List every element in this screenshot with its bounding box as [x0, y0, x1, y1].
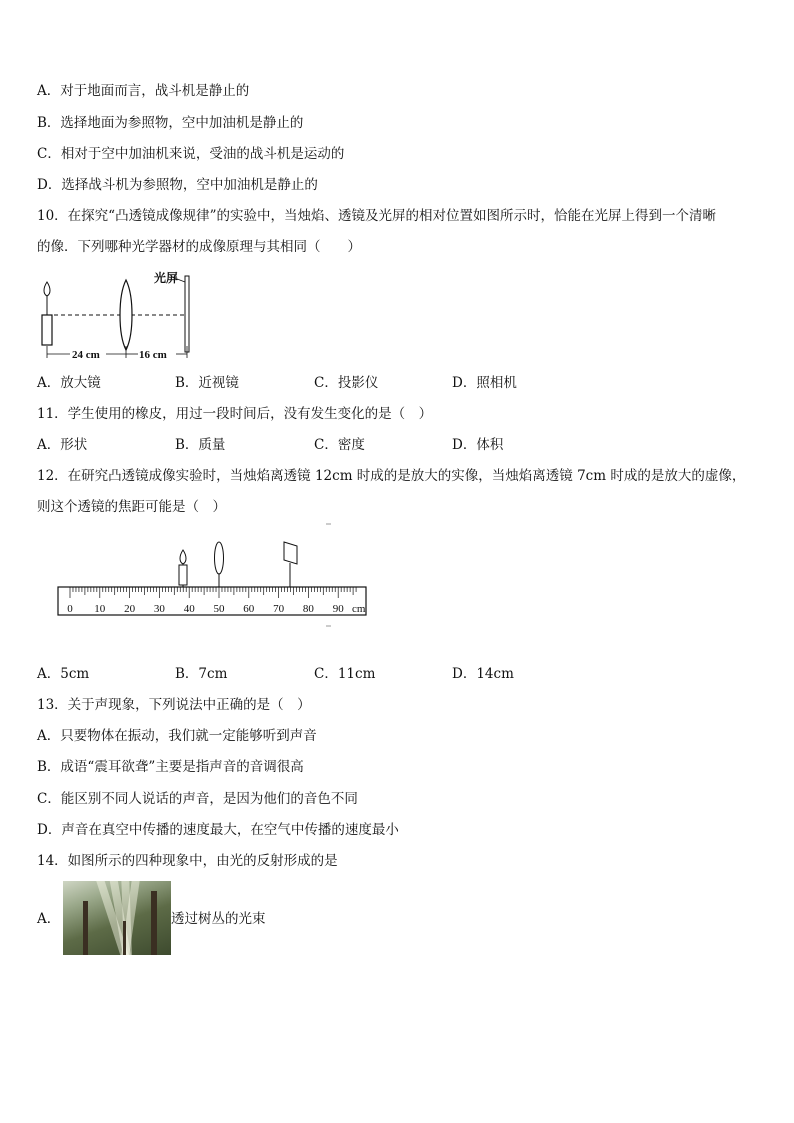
q12-option-a: A．5cm [37, 666, 90, 682]
candle-flame-icon [44, 282, 50, 296]
q13-option-c: C．能区别不同人说话的声音，是因为他们的音色不同 [37, 791, 358, 807]
ruler-tick-label: 70 [273, 603, 285, 615]
candle-body [179, 565, 187, 585]
q11-option-b: B．质量 [175, 437, 226, 453]
ruler-unit: cm [352, 603, 366, 615]
ruler-tick-label: 10 [94, 603, 106, 615]
forest-light-beams-photo [63, 881, 171, 955]
q12-optical-bench-figure [50, 520, 380, 630]
screen-label: 光屏 [154, 271, 179, 285]
q11-option-a: A．形状 [37, 437, 88, 453]
ruler-tick-label: 0 [67, 603, 73, 615]
q13-option-d: D．声音在真空中传播的速度最大，在空气中传播的速度最小 [37, 822, 399, 838]
ruler-tick-label: 40 [183, 603, 195, 615]
q10-option-b: B．近视镜 [175, 375, 239, 391]
q12-option-d: D．14cm [452, 666, 514, 682]
candle-flame-icon [180, 550, 186, 564]
q9-option-d: D．选择战斗机为参照物，空中加油机是静止的 [37, 177, 318, 193]
q9-option-a: A．对于地面而言，战斗机是静止的 [37, 83, 250, 99]
q13-option-a: A．只要物体在振动，我们就一定能够听到声音 [37, 728, 317, 744]
q12-stem-line1: 12．在研究凸透镜成像实验时，当烛焰离透镜 12cm 时成的是放大的实像，当烛焰离透镜 7cm 时成的是放大的虚像， [37, 468, 746, 484]
ruler-tick-label: 50 [213, 603, 225, 615]
dimension-label-1: 24 cm [72, 349, 100, 361]
convex-lens [215, 542, 224, 574]
q9-option-c: C．相对于空中加油机来说，受油的战斗机是运动的 [37, 146, 345, 162]
ruler-tick-label: 60 [243, 603, 255, 615]
q10-option-a: A．放大镜 [37, 375, 101, 391]
q14-option-a-letter: A． [37, 911, 61, 927]
ruler-tick-label: 90 [332, 603, 344, 615]
convex-lens [120, 280, 132, 350]
dimension-label-2: 16 cm [139, 349, 167, 361]
q9-option-b: B．选择地面为参照物，空中加油机是静止的 [37, 115, 304, 131]
ruler-tick-label: 80 [302, 603, 314, 615]
q10-option-c: C．投影仪 [314, 375, 379, 391]
q11-option-d: D．体积 [452, 437, 504, 453]
q12-option-b: B．7cm [175, 666, 228, 682]
light-screen [284, 542, 297, 564]
q12-stem-line2: 则这个透镜的焦距可能是（ ） [37, 499, 226, 515]
light-screen [185, 276, 189, 352]
q12-option-c: C．11cm [314, 666, 376, 682]
q11-stem: 11．学生使用的橡皮，用过一段时间后，没有发生变化的是（ ） [37, 406, 433, 422]
q14-option-a-caption: 透过树丛的光束 [171, 911, 266, 927]
q10-optics-figure [34, 266, 204, 366]
q10-option-d: D．照相机 [452, 375, 517, 391]
q10-stem-line1: 10．在探究“凸透镜成像规律”的实验中，当烛焰、透镜及光屏的相对位置如图所示时，恰能在光屏上得到一个清晰 [37, 208, 716, 224]
q13-stem: 13．关于声现象，下列说法中正确的是（ ） [37, 697, 311, 713]
ruler-tick-label: 30 [153, 603, 165, 615]
candle-body [42, 315, 52, 345]
ruler-tick-label: 20 [124, 603, 136, 615]
q13-option-b: B．成语“震耳欲聋”主要是指声音的音调很高 [37, 759, 304, 775]
q10-stem-line2: 的像．下列哪种光学器材的成像原理与其相同（ ） [37, 239, 361, 255]
q11-option-c: C．密度 [314, 437, 365, 453]
q14-stem: 14．如图所示的四种现象中，由光的反射形成的是 [37, 853, 338, 869]
